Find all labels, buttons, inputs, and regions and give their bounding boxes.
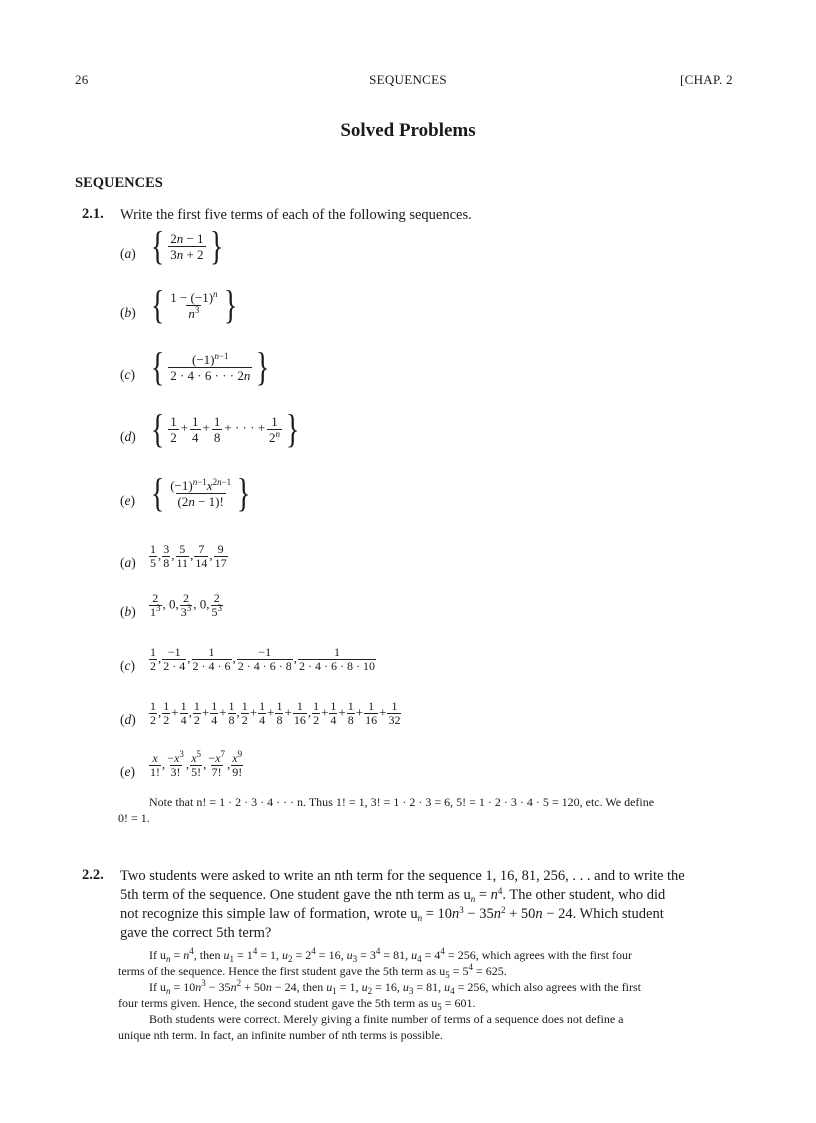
factorial-note-line1: Note that n! = 1 · 2 · 3 · 4 · · · n. Thus 1! = 1, 3! = 1 · 2 · 3 = 6, 5! = 1 · 2 · 3 · 4 · 5 = 120, etc. We define [149, 795, 655, 809]
answer-label-e: (e) [120, 764, 135, 779]
label-c: (c) [120, 367, 135, 382]
solution-line3: If $u_n = 10n^3 - 35n^2 + 50n - 24$, then $u_1 = 1$, $u_2 = 16$, $u_3 = 81$, $u_4 = 256$, which also agrees with the first [149, 978, 642, 996]
problem-number-2-2: 2.2. [82, 867, 104, 883]
problem-statement-2-1: Write the first five terms of each of the following sequences. [120, 207, 472, 223]
problem-number-2-1: 2.1. [82, 206, 104, 222]
page-title: Solved Problems [340, 120, 476, 141]
problem-2-2-line4: gave the correct 5th term? [120, 925, 272, 941]
factorial-note-line2: 0! = 1. [118, 811, 150, 825]
solution-line6: unique nth term. In fact, an infinite number of nth terms is possible. [118, 1028, 443, 1042]
answer-label-b: (b) [120, 604, 136, 619]
answer-e: $\frac{x}{1!}$ , $\frac{-x^3}{3!}$ , $\frac{x^5}{5!}$ , $\frac{-x^7}{7!}$ , $\frac{x^9}{9!}$ [150, 749, 243, 779]
label-d: (d) [120, 429, 136, 444]
answer-label-a: (a) [120, 555, 136, 570]
problem-2-2-line3: not recognize this simple law of formation, wrote $u_n = 10n^3 - 35n^2 + 50n - 24$. Which student [120, 905, 664, 923]
sequence-e: { $\frac{(-1)^{n-1}x^{2n-1}}{(2n - 1)!}$ } [150, 470, 251, 515]
solution-line5: Both students were correct. Merely giving a finite number of terms of a sequence does not define a [149, 1012, 624, 1026]
problem-2-2-line1: Two students were asked to write an nth term for the sequence 1, 16, 81, 256, . . . and to write the [120, 868, 685, 884]
sequence-b: { $\frac{1 - (-1)^n}{n^3}$ } [150, 282, 237, 327]
problem-2-2-line2: 5th term of the sequence. One student gave the nth term as $u_n = n^4$. The other student, who did [120, 886, 666, 904]
label-a: (a) [120, 246, 136, 261]
answer-d: $\frac{1}{2}$ , $\frac{1}{2}$ + $\frac{1}{4}$ , $\frac{1}{2}$ + $\frac{1}{4}$ + $\frac{1}{8}$ , $\frac{1}{2}$ + $\frac{1}{4}$ + $\frac{1}{8}$ + $\frac{1}{16}$ , $\frac{1}{2}$ + $\frac{1}{4}$ + $\frac{1}{8}$ + $\frac{1}{16}$ + $\frac{1}{32}$ [150, 699, 401, 727]
answer-a: $\frac{1}{5}$ , $\frac{3}{8}$ , $\frac{5}{11}$ , $\frac{7}{14}$ , $\frac{9}{17}$ [150, 542, 227, 570]
label-b: (b) [120, 305, 136, 320]
page-number: 26 [75, 72, 89, 87]
solution-line1: If $u_n = n^4$, then $u_1 = 1^4 = 1$, $u_2 = 2^4 = 16$, $u_3 = 3^4 = 81$, $u_4 = 4^4 = 256$, which agrees with the first four [149, 946, 632, 964]
answer-label-c: (c) [120, 658, 135, 673]
chapter-label: [CHAP. 2 [680, 72, 733, 87]
sequence-d: { $\frac{1}{2}$ + $\frac{1}{4}$ + $\frac{1}{8}$ + · · · + $\frac{1}{2^n}$ } [150, 406, 300, 451]
section-heading: SEQUENCES [75, 175, 163, 191]
solution-line4: four terms given. Hence, the second student gave the 5th term as $u_5 = 601$. [118, 996, 476, 1012]
sequence-a: { $\frac{2n - 1}{3n + 2}$ } [150, 223, 223, 268]
label-e: (e) [120, 493, 135, 508]
answer-label-d: (d) [120, 712, 136, 727]
solution-line2: terms of the sequence. Hence the first student gave the 5th term as $u_5 = 5^4 = 625$. [118, 962, 507, 980]
sequence-c: { $\frac{(-1)^{n-1}}{2 \cdot 4 \cdot 6 \cdot \cdot \cdot 2n}$ } [150, 344, 270, 389]
answer-c: $\frac{1}{2}$ , $\frac{-1}{2 \cdot 4}$ , $\frac{1}{2 \cdot 4 \cdot 6}$ , $\frac{-1}{2 \cdot 4 \cdot 6 \cdot 8}$ , $\frac{1}{2 \cdot 4 \cdot 6 \cdot 8 \cdot 10}$ [150, 645, 375, 673]
running-title: SEQUENCES [369, 72, 447, 87]
answer-b: $\frac{2}{1^3}$ , 0, $\frac{2}{3^3}$ , 0, $\frac{2}{5^3}$ [150, 591, 222, 619]
